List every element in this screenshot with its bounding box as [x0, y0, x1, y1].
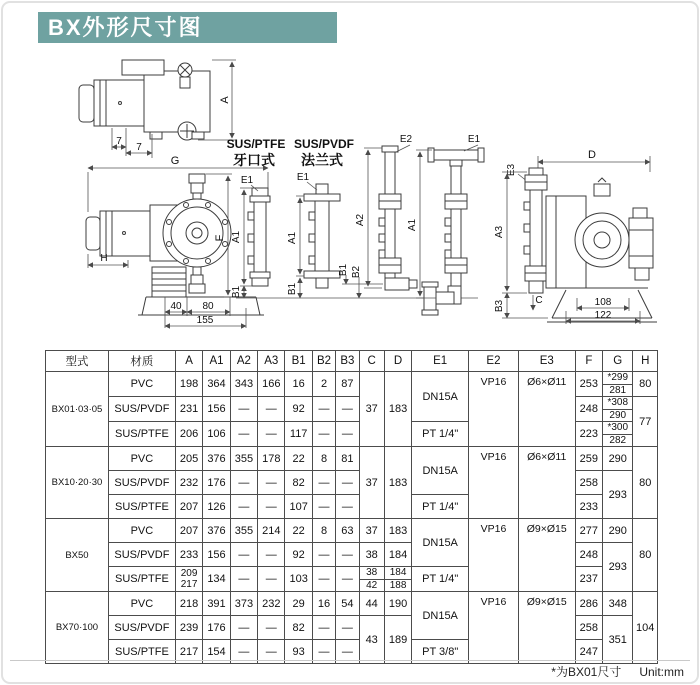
dim-label-h: H: [100, 253, 108, 264]
table-cell: 156: [203, 543, 230, 567]
table-cell: 343: [230, 372, 257, 397]
column-header: F: [575, 351, 602, 372]
table-cell: —: [336, 397, 359, 422]
table-cell: VP16: [469, 372, 519, 447]
dim-label-a1-ptfe: A1: [231, 230, 242, 244]
material-cell: PVC: [108, 592, 175, 616]
table-cell: 183: [384, 519, 411, 543]
table-cell: 214: [258, 519, 285, 543]
dim-label-e1-pvdf: E1: [296, 172, 310, 183]
table-cell: —: [258, 422, 285, 447]
table-cell: 80: [633, 372, 658, 397]
table-cell: 107: [285, 495, 312, 519]
table-cell: 293: [603, 471, 633, 519]
table-cell: 239: [175, 616, 202, 640]
dim-label-108: 108: [594, 297, 612, 308]
column-header: B3: [336, 351, 359, 372]
dim-label-d: D: [588, 149, 596, 161]
table-cell: 117: [285, 422, 312, 447]
table-cell: —: [336, 640, 359, 664]
pump-side-view-drawing: [494, 149, 657, 324]
table-cell: 29: [285, 592, 312, 616]
table-cell: —: [312, 567, 335, 592]
table-cell: 391: [203, 592, 230, 616]
table-cell: *299 281: [603, 372, 633, 397]
table-cell: 166: [258, 372, 285, 397]
footnote-unit: Unit:mm: [639, 665, 684, 679]
column-header: H: [633, 351, 658, 372]
valve-assembly-e2-drawing: [338, 134, 417, 298]
table-cell: 80: [633, 519, 658, 592]
table-cell: 37: [359, 447, 384, 519]
table-cell: 253: [575, 372, 602, 397]
table-cell: —: [258, 471, 285, 495]
table-cell: PT 3/8": [412, 640, 469, 664]
table-cell: —: [312, 640, 335, 664]
table-cell: VP16: [469, 592, 519, 664]
dim-label-c: C: [535, 295, 543, 306]
table-header-row: [46, 351, 658, 372]
table-cell: 16: [285, 372, 312, 397]
dim-label-7b: 7: [136, 142, 142, 153]
valve-ptfe-threaded-drawing: [227, 137, 286, 298]
table-cell: 54: [336, 592, 359, 616]
table-cell: —: [230, 616, 257, 640]
dim-label-7a: 7: [116, 136, 122, 147]
table-cell: 104: [633, 592, 658, 664]
table-cell: 80: [633, 447, 658, 519]
model-cell: BX50: [46, 519, 109, 592]
table-cell: Ø6×Ø11: [518, 447, 575, 519]
table-cell: 198: [175, 372, 202, 397]
dim-label-b1-pvdf: B1: [287, 282, 298, 296]
table-cell: 37: [359, 519, 384, 543]
material-cell: SUS/PTFE: [108, 640, 175, 664]
table-cell: 92: [285, 543, 312, 567]
table-cell: 248: [575, 543, 602, 567]
table-cell: 63: [336, 519, 359, 543]
column-header: A: [175, 351, 202, 372]
table-cell: —: [336, 543, 359, 567]
table-cell: 178: [258, 447, 285, 471]
column-header: D: [384, 351, 411, 372]
table-cell: PT 1/4": [412, 422, 469, 447]
dim-label-155: 155: [196, 315, 214, 326]
table-cell: 16: [312, 592, 335, 616]
model-cell: BX70·100: [46, 592, 109, 664]
table-cell: —: [258, 543, 285, 567]
table-cell: 176: [203, 616, 230, 640]
table-cell: VP16: [469, 519, 519, 592]
table-cell: 376: [203, 447, 230, 471]
table-cell: 364: [203, 372, 230, 397]
table-cell: 233: [175, 543, 202, 567]
column-header: C: [359, 351, 384, 372]
valve-ptfe-material-label: SUS/PTFE: [226, 137, 286, 151]
material-cell: SUS/PVDF: [108, 616, 175, 640]
material-cell: SUS/PTFE: [108, 567, 175, 592]
column-header: 型式: [46, 351, 109, 372]
table-cell: 184 188: [384, 567, 411, 592]
table-cell: —: [312, 616, 335, 640]
table-cell: 8: [312, 519, 335, 543]
table-cell: —: [336, 422, 359, 447]
table-cell: —: [312, 397, 335, 422]
table-cell: 183: [384, 372, 411, 447]
table-cell: 183: [384, 447, 411, 519]
table-cell: 2: [312, 372, 335, 397]
table-cell: —: [312, 422, 335, 447]
table-cell: 355: [230, 447, 257, 471]
table-cell: 290: [603, 519, 633, 543]
material-cell: PVC: [108, 519, 175, 543]
table-cell: *300 282: [603, 422, 633, 447]
table-cell: DN15A: [412, 372, 469, 422]
table-cell: —: [258, 397, 285, 422]
table-cell: 38: [359, 543, 384, 567]
table-cell: 8: [312, 447, 335, 471]
bottom-divider: [10, 660, 690, 661]
column-header: E3: [518, 351, 575, 372]
dim-label-a3: A3: [494, 225, 505, 239]
table-row: [46, 592, 658, 616]
table-cell: 373: [230, 592, 257, 616]
dim-label-80: 80: [202, 301, 214, 312]
table-row: [46, 372, 658, 397]
footnote-star: *: [551, 665, 556, 679]
table-cell: 44: [359, 592, 384, 616]
table-cell: PT 1/4": [412, 567, 469, 592]
table-cell: Ø9×Ø15: [518, 519, 575, 592]
table-cell: 376: [203, 519, 230, 543]
valve-pvdf-material-label: SUS/PVDF: [293, 137, 355, 151]
dim-label-a1-pvdf: A1: [287, 231, 298, 245]
table-cell: 184: [384, 543, 411, 567]
table-cell: 217: [175, 640, 202, 664]
table-cell: 189: [384, 616, 411, 664]
dim-label-b1-e2: B1: [338, 263, 349, 277]
dim-label-b3: B3: [494, 299, 505, 313]
dim-label-b1-ptfe: B1: [231, 285, 242, 299]
table-cell: 81: [336, 447, 359, 471]
table-cell: —: [258, 640, 285, 664]
table-cell: 206: [175, 422, 202, 447]
table-row: [46, 447, 658, 471]
table-cell: 22: [285, 519, 312, 543]
table-cell: —: [312, 495, 335, 519]
table-cell: 207: [175, 519, 202, 543]
table-cell: 103: [285, 567, 312, 592]
table-cell: 290: [603, 447, 633, 471]
table-cell: 176: [203, 471, 230, 495]
table-cell: 43: [359, 616, 384, 664]
dim-label-e1-tall: E1: [467, 134, 481, 145]
column-header: B1: [285, 351, 312, 372]
table-cell: 223: [575, 422, 602, 447]
column-header: G: [603, 351, 633, 372]
dimension-table: [45, 350, 658, 664]
table-cell: Ø6×Ø11: [518, 372, 575, 447]
dim-label-e2: E2: [399, 134, 413, 145]
column-header: E1: [412, 351, 469, 372]
table-cell: —: [230, 495, 257, 519]
table-cell: —: [258, 495, 285, 519]
table-cell: 134: [203, 567, 230, 592]
column-header: 材质: [108, 351, 175, 372]
table-cell: —: [336, 567, 359, 592]
dim-label-b2-e2: B2: [351, 265, 362, 279]
valve-assembly-e1-drawing: [407, 134, 484, 315]
table-cell: —: [230, 640, 257, 664]
material-cell: SUS/PTFE: [108, 422, 175, 447]
table-cell: 209 217: [175, 567, 202, 592]
model-cell: BX01·03·05: [46, 372, 109, 447]
table-cell: —: [312, 471, 335, 495]
table-cell: Ø9×Ø15: [518, 592, 575, 664]
table-cell: —: [312, 543, 335, 567]
table-cell: 218: [175, 592, 202, 616]
table-cell: 126: [203, 495, 230, 519]
page-title: BX外形尺寸图: [38, 12, 337, 43]
table-cell: 247: [575, 640, 602, 664]
table-cell: DN15A: [412, 519, 469, 567]
table-cell: —: [336, 616, 359, 640]
table-cell: 190: [384, 592, 411, 616]
table-cell: 106: [203, 422, 230, 447]
table-cell: DN15A: [412, 447, 469, 495]
table-cell: —: [258, 616, 285, 640]
material-cell: SUS/PVDF: [108, 543, 175, 567]
footnote: [551, 663, 684, 680]
table-cell: —: [230, 422, 257, 447]
table-cell: PT 1/4": [412, 495, 469, 519]
table-cell: 154: [203, 640, 230, 664]
table-cell: 231: [175, 397, 202, 422]
table-cell: 205: [175, 447, 202, 471]
table-cell: 286: [575, 592, 602, 616]
table-cell: 259: [575, 447, 602, 471]
table-cell: *308 290: [603, 397, 633, 422]
table-cell: —: [230, 397, 257, 422]
valve-ptfe-type-label: 牙口式: [233, 152, 275, 168]
table-cell: 233: [575, 495, 602, 519]
column-header: A1: [203, 351, 230, 372]
table-cell: 77: [633, 397, 658, 447]
table-row: [46, 519, 658, 543]
material-cell: SUS/PVDF: [108, 397, 175, 422]
table-cell: 258: [575, 471, 602, 495]
material-cell: SUS/PVDF: [108, 471, 175, 495]
dim-label-a: A: [219, 96, 231, 104]
table-cell: 355: [230, 519, 257, 543]
table-cell: 93: [285, 640, 312, 664]
table-cell: —: [230, 543, 257, 567]
table-cell: 82: [285, 616, 312, 640]
dim-label-40: 40: [170, 301, 182, 312]
model-cell: BX10·20·30: [46, 447, 109, 519]
table-cell: 237: [575, 567, 602, 592]
table-cell: 22: [285, 447, 312, 471]
column-header: B2: [312, 351, 335, 372]
dim-label-122: 122: [594, 310, 612, 321]
table-cell: 37: [359, 372, 384, 447]
table-cell: 232: [258, 592, 285, 616]
table-cell: —: [336, 495, 359, 519]
table-cell: DN15A: [412, 592, 469, 640]
table-cell: 156: [203, 397, 230, 422]
dim-label-a1-tall: A1: [407, 218, 418, 232]
column-header: A2: [230, 351, 257, 372]
column-header: A3: [258, 351, 285, 372]
table-cell: 92: [285, 397, 312, 422]
table-cell: 258: [575, 616, 602, 640]
table-cell: 348: [603, 592, 633, 616]
table-cell: —: [336, 471, 359, 495]
table-cell: 293: [603, 543, 633, 592]
dim-label-f: F: [214, 234, 226, 242]
pump-top-view-drawing: [79, 60, 236, 158]
table-cell: 87: [336, 372, 359, 397]
table-cell: 232: [175, 471, 202, 495]
table-cell: 248: [575, 397, 602, 422]
column-header: E2: [469, 351, 519, 372]
dim-label-a2: A2: [355, 213, 366, 227]
material-cell: PVC: [108, 372, 175, 397]
table-cell: 38 42: [359, 567, 384, 592]
table-cell: —: [230, 471, 257, 495]
table-cell: 82: [285, 471, 312, 495]
table-cell: —: [230, 567, 257, 592]
material-cell: PVC: [108, 447, 175, 471]
dim-label-g: G: [170, 155, 180, 167]
valve-pvdf-type-label: 法兰式: [301, 152, 343, 168]
table-cell: 277: [575, 519, 602, 543]
table-cell: —: [258, 567, 285, 592]
material-cell: SUS/PTFE: [108, 495, 175, 519]
footnote-note: 为BX01尺寸: [555, 665, 622, 679]
dim-label-e3: E3: [506, 163, 517, 177]
table-cell: 207: [175, 495, 202, 519]
table-cell: 351: [603, 616, 633, 664]
dim-label-e1-ptfe: E1: [240, 175, 254, 186]
table-cell: VP16: [469, 447, 519, 519]
